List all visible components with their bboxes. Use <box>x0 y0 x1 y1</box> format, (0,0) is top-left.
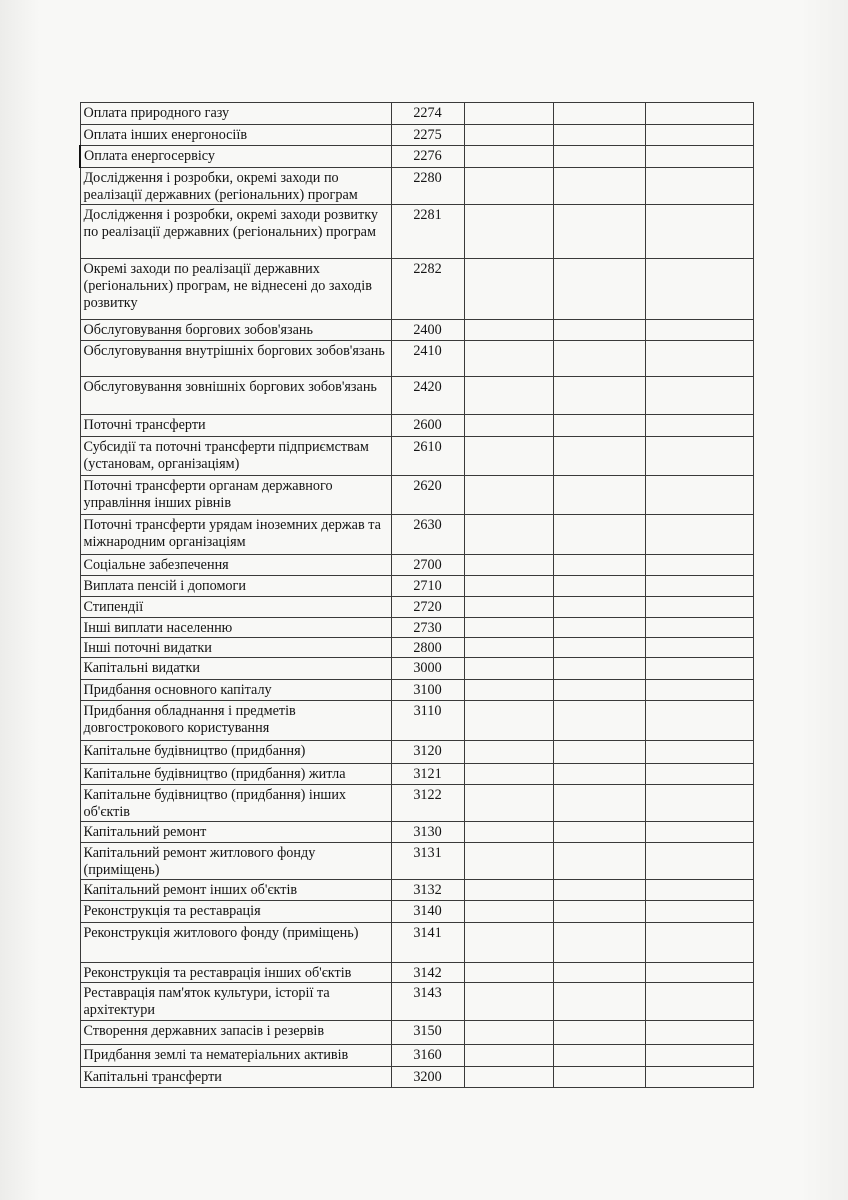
empty-value-cell <box>645 901 753 923</box>
empty-value-cell <box>553 437 645 476</box>
empty-value-cell <box>464 658 553 680</box>
table-row <box>80 205 753 259</box>
empty-value-cell <box>645 1045 753 1067</box>
expense-name-cell: Обслуговування зовнішніх боргових зобов'язань <box>80 377 391 415</box>
empty-value-cell <box>645 555 753 576</box>
table-row <box>80 1021 753 1045</box>
expense-name-cell: Інші поточні видатки <box>80 638 391 658</box>
table-row <box>80 618 753 638</box>
empty-value-cell <box>645 1067 753 1088</box>
empty-value-cell <box>464 680 553 701</box>
empty-value-cell <box>645 515 753 555</box>
empty-value-cell <box>553 1067 645 1088</box>
table-row <box>80 680 753 701</box>
expense-name-cell: Створення державних запасів і резервів <box>80 1021 391 1045</box>
empty-value-cell <box>553 555 645 576</box>
empty-value-cell <box>553 843 645 880</box>
empty-value-cell <box>553 103 645 125</box>
expense-name-cell: Капітальний ремонт інших об'єктів <box>80 880 391 901</box>
empty-value-cell <box>645 320 753 341</box>
empty-value-cell <box>553 476 645 515</box>
empty-value-cell <box>464 764 553 785</box>
empty-value-cell <box>645 476 753 515</box>
empty-value-cell <box>553 515 645 555</box>
expense-name-cell: Капітальне будівництво (придбання) <box>80 741 391 764</box>
economic-code-cell: 3100 <box>391 680 464 701</box>
empty-value-cell <box>464 843 553 880</box>
empty-value-cell <box>645 168 753 205</box>
economic-code-cell: 2630 <box>391 515 464 555</box>
empty-value-cell <box>645 658 753 680</box>
empty-value-cell <box>553 701 645 741</box>
empty-value-cell <box>553 880 645 901</box>
table-row <box>80 415 753 437</box>
empty-value-cell <box>464 476 553 515</box>
empty-value-cell <box>553 377 645 415</box>
table-row <box>80 785 753 822</box>
empty-value-cell <box>553 1021 645 1045</box>
economic-code-cell: 3200 <box>391 1067 464 1088</box>
expense-name-cell: Субсидії та поточні трансферти підприємствам (установам, організаціям) <box>80 437 391 476</box>
empty-value-cell <box>645 880 753 901</box>
economic-code-cell: 3142 <box>391 963 464 983</box>
economic-code-cell: 3000 <box>391 658 464 680</box>
empty-value-cell <box>553 983 645 1021</box>
empty-value-cell <box>553 1045 645 1067</box>
empty-value-cell <box>464 125 553 146</box>
economic-code-cell: 2610 <box>391 437 464 476</box>
economic-code-cell: 2275 <box>391 125 464 146</box>
economic-code-cell: 2410 <box>391 341 464 377</box>
expense-name-cell: Капітальні видатки <box>80 658 391 680</box>
expense-name-cell: Поточні трансферти <box>80 415 391 437</box>
empty-value-cell <box>645 377 753 415</box>
table-row <box>80 320 753 341</box>
empty-value-cell <box>464 205 553 259</box>
expense-name-cell: Капітальні трансферти <box>80 1067 391 1088</box>
table-row <box>80 822 753 843</box>
table-row <box>80 437 753 476</box>
expense-name-cell: Стипендії <box>80 597 391 618</box>
empty-value-cell <box>464 741 553 764</box>
table-row <box>80 658 753 680</box>
expense-name-cell: Дослідження і розробки, окремі заходи по реалізації державних (регіональних) програм <box>80 168 391 205</box>
expense-name-cell: Придбання основного капіталу <box>80 680 391 701</box>
expense-name-cell: Обслуговування боргових зобов'язань <box>80 320 391 341</box>
table-row <box>80 764 753 785</box>
empty-value-cell <box>553 764 645 785</box>
empty-value-cell <box>645 923 753 963</box>
expense-name-cell: Реконструкція житлового фонду (приміщень) <box>80 923 391 963</box>
economic-code-cell: 2420 <box>391 377 464 415</box>
economic-code-cell: 2274 <box>391 103 464 125</box>
expense-name-cell: Реконструкція та реставрація інших об'єктів <box>80 963 391 983</box>
table-row <box>80 1045 753 1067</box>
empty-value-cell <box>645 680 753 701</box>
expense-name-cell: Придбання обладнання і предметів довгострокового користування <box>80 701 391 741</box>
expense-name-cell: Оплата природного газу <box>80 103 391 125</box>
expense-name-cell: Капітальне будівництво (придбання) житла <box>80 764 391 785</box>
economic-code-cell: 2730 <box>391 618 464 638</box>
economic-code-cell: 3122 <box>391 785 464 822</box>
budget-expenditure-table <box>79 102 754 1088</box>
expense-name-cell: Капітальний ремонт житлового фонду (приміщень) <box>80 843 391 880</box>
economic-code-cell: 3143 <box>391 983 464 1021</box>
table-row <box>80 1067 753 1088</box>
empty-value-cell <box>464 618 553 638</box>
economic-code-cell: 2720 <box>391 597 464 618</box>
empty-value-cell <box>645 843 753 880</box>
expense-name-cell: Капітальне будівництво (придбання) інших об'єктів <box>80 785 391 822</box>
table-row <box>80 901 753 923</box>
expense-name-cell: Реставрація пам'яток культури, історії та архітектури <box>80 983 391 1021</box>
expense-name-cell: Дослідження і розробки, окремі заходи розвитку по реалізації державних (регіональних) програм <box>80 205 391 259</box>
table-row <box>80 377 753 415</box>
table-row <box>80 515 753 555</box>
empty-value-cell <box>464 963 553 983</box>
economic-code-cell: 3121 <box>391 764 464 785</box>
empty-value-cell <box>553 259 645 320</box>
table-row <box>80 843 753 880</box>
empty-value-cell <box>464 638 553 658</box>
economic-code-cell: 2281 <box>391 205 464 259</box>
empty-value-cell <box>645 341 753 377</box>
expense-name-cell: Поточні трансферти урядам іноземних держав та міжнародним організаціям <box>80 515 391 555</box>
expense-name-cell: Обслуговування внутрішніх боргових зобов'язань <box>80 341 391 377</box>
table-row <box>80 923 753 963</box>
economic-code-cell: 2282 <box>391 259 464 320</box>
empty-value-cell <box>645 125 753 146</box>
empty-value-cell <box>645 1021 753 1045</box>
empty-value-cell <box>464 822 553 843</box>
empty-value-cell <box>464 377 553 415</box>
economic-code-cell: 2710 <box>391 576 464 597</box>
empty-value-cell <box>553 146 645 168</box>
empty-value-cell <box>553 923 645 963</box>
empty-value-cell <box>464 320 553 341</box>
expense-name-cell: Оплата енергосервісу <box>80 146 391 168</box>
empty-value-cell <box>464 515 553 555</box>
empty-value-cell <box>645 437 753 476</box>
empty-value-cell <box>645 618 753 638</box>
empty-value-cell <box>645 146 753 168</box>
empty-value-cell <box>553 785 645 822</box>
economic-code-cell: 2600 <box>391 415 464 437</box>
empty-value-cell <box>464 259 553 320</box>
empty-value-cell <box>553 125 645 146</box>
empty-value-cell <box>645 764 753 785</box>
empty-value-cell <box>464 576 553 597</box>
empty-value-cell <box>464 983 553 1021</box>
empty-value-cell <box>553 415 645 437</box>
empty-value-cell <box>464 880 553 901</box>
table-row <box>80 576 753 597</box>
empty-value-cell <box>645 415 753 437</box>
empty-value-cell <box>553 576 645 597</box>
economic-code-cell: 3160 <box>391 1045 464 1067</box>
empty-value-cell <box>645 963 753 983</box>
table-row <box>80 701 753 741</box>
table-row <box>80 341 753 377</box>
empty-value-cell <box>464 1021 553 1045</box>
expense-name-cell: Окремі заходи по реалізації державних (регіональних) програм, не віднесені до заходів розвитку <box>80 259 391 320</box>
empty-value-cell <box>464 597 553 618</box>
empty-value-cell <box>464 437 553 476</box>
empty-value-cell <box>553 680 645 701</box>
empty-value-cell <box>645 741 753 764</box>
expense-name-cell: Виплата пенсій і допомоги <box>80 576 391 597</box>
empty-value-cell <box>464 901 553 923</box>
empty-value-cell <box>645 259 753 320</box>
table-row <box>80 983 753 1021</box>
empty-value-cell <box>645 983 753 1021</box>
economic-code-cell: 3141 <box>391 923 464 963</box>
economic-code-cell: 2620 <box>391 476 464 515</box>
economic-code-cell: 3132 <box>391 880 464 901</box>
economic-code-cell: 2400 <box>391 320 464 341</box>
empty-value-cell <box>553 638 645 658</box>
table-row <box>80 638 753 658</box>
table-row <box>80 146 753 168</box>
empty-value-cell <box>464 701 553 741</box>
table-row <box>80 555 753 576</box>
empty-value-cell <box>464 555 553 576</box>
empty-value-cell <box>553 597 645 618</box>
empty-value-cell <box>553 658 645 680</box>
empty-value-cell <box>464 1067 553 1088</box>
empty-value-cell <box>464 341 553 377</box>
empty-value-cell <box>645 205 753 259</box>
empty-value-cell <box>464 785 553 822</box>
economic-code-cell: 3130 <box>391 822 464 843</box>
empty-value-cell <box>645 701 753 741</box>
expense-name-cell: Придбання землі та нематеріальних активів <box>80 1045 391 1067</box>
table-row <box>80 125 753 146</box>
economic-code-cell: 3120 <box>391 741 464 764</box>
empty-value-cell <box>464 146 553 168</box>
expense-name-cell: Соціальне забезпечення <box>80 555 391 576</box>
expense-name-cell: Реконструкція та реставрація <box>80 901 391 923</box>
economic-code-cell: 2700 <box>391 555 464 576</box>
table-row <box>80 741 753 764</box>
empty-value-cell <box>464 103 553 125</box>
table-row <box>80 168 753 205</box>
empty-value-cell <box>645 576 753 597</box>
empty-value-cell <box>553 618 645 638</box>
economic-code-cell: 3150 <box>391 1021 464 1045</box>
economic-code-cell: 3140 <box>391 901 464 923</box>
expense-name-cell: Капітальний ремонт <box>80 822 391 843</box>
economic-code-cell: 3131 <box>391 843 464 880</box>
empty-value-cell <box>553 320 645 341</box>
expense-name-cell: Поточні трансферти органам державного управління інших рівнів <box>80 476 391 515</box>
empty-value-cell <box>553 901 645 923</box>
empty-value-cell <box>645 103 753 125</box>
empty-value-cell <box>645 785 753 822</box>
empty-value-cell <box>464 923 553 963</box>
empty-value-cell <box>553 168 645 205</box>
table-row <box>80 963 753 983</box>
economic-code-cell: 2800 <box>391 638 464 658</box>
table-row <box>80 476 753 515</box>
empty-value-cell <box>553 822 645 843</box>
table-row <box>80 259 753 320</box>
table-row <box>80 880 753 901</box>
empty-value-cell <box>553 963 645 983</box>
empty-value-cell <box>464 168 553 205</box>
expense-name-cell: Оплата інших енергоносіїв <box>80 125 391 146</box>
empty-value-cell <box>645 822 753 843</box>
empty-value-cell <box>553 341 645 377</box>
empty-value-cell <box>645 638 753 658</box>
expense-name-cell: Інші виплати населенню <box>80 618 391 638</box>
empty-value-cell <box>464 415 553 437</box>
table-row <box>80 103 753 125</box>
table-row <box>80 597 753 618</box>
empty-value-cell <box>553 205 645 259</box>
empty-value-cell <box>645 597 753 618</box>
economic-code-cell: 2280 <box>391 168 464 205</box>
economic-code-cell: 2276 <box>391 146 464 168</box>
empty-value-cell <box>464 1045 553 1067</box>
empty-value-cell <box>553 741 645 764</box>
economic-code-cell: 3110 <box>391 701 464 741</box>
